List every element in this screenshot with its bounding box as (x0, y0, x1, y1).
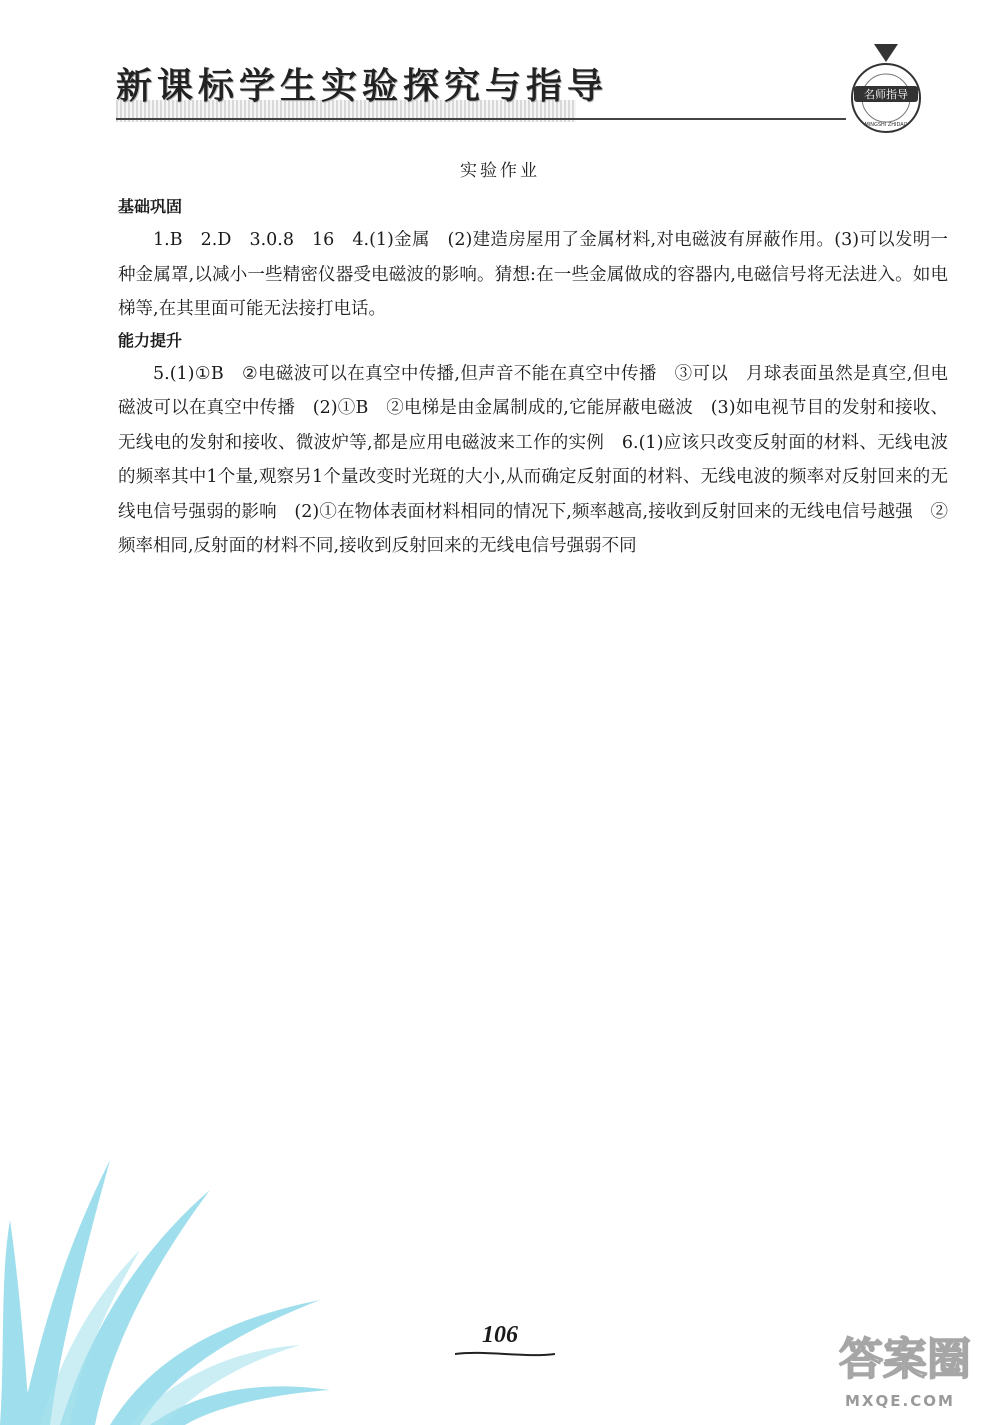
watermark-url: MXQE.COM (845, 1392, 955, 1410)
answer-content (118, 193, 948, 564)
section-heading: 基础巩固 (118, 197, 183, 216)
header-divider (116, 118, 846, 120)
section-title: 实验作业 (460, 161, 540, 181)
answer-paragraph: 1.B 2.D 3.0.8 16 4.(1)金属 (2)建造房屋用了金属材料,对电磁波有屏蔽作用。(3)可以发明一种金属罩,以减小一些精密仪器受电磁波的影响。猜想:在一些金属做成的容器内,电磁信号将无法进入。如电梯等,在其里面可能无法接打电话。 (118, 230, 948, 319)
page-number-underline (455, 1350, 555, 1358)
section-advanced (118, 327, 948, 564)
logo-text: 名师指导 (864, 88, 908, 101)
answer-paragraph: 5.(1)①B ②电磁波可以在真空中传播,但声音不能在真空中传播 ③可以 月球表面虽然是真空,但电磁波可以在真空中传播 (2)①B ②电梯是由金属制成的,它能屏蔽电磁波 (3)如电视节目的发射和接收、无线电的发射和接收、微波炉等,都是应用电磁波来工作的实例 6.(1)应该只改变反射面的材料、无线电波的频率其中1个量,观察另1个量改变时光斑的大小,从而确定反射面的材料、无线电波的频率对反射回来的无线电信号强弱的影响 (2)①在物体表面材料相同的情况下,频率越高,接收到反射回来的无线电信号越强 ②频率相同,反射面的材料不同,接收到反射回来的无线电信号强弱不同 (118, 363, 948, 556)
book-title: 新课标学生实验探究与指导 (116, 66, 609, 107)
watermark-text: 答案圈 (839, 1334, 971, 1385)
page-number: 106 (482, 1322, 518, 1348)
logo-pinyin: MINGSHI ZHIDAO (864, 122, 908, 128)
section-basic (118, 193, 948, 327)
plant-decoration-icon (0, 1100, 330, 1425)
section-heading: 能力提升 (118, 330, 183, 350)
mingshi-logo-icon (836, 42, 936, 142)
